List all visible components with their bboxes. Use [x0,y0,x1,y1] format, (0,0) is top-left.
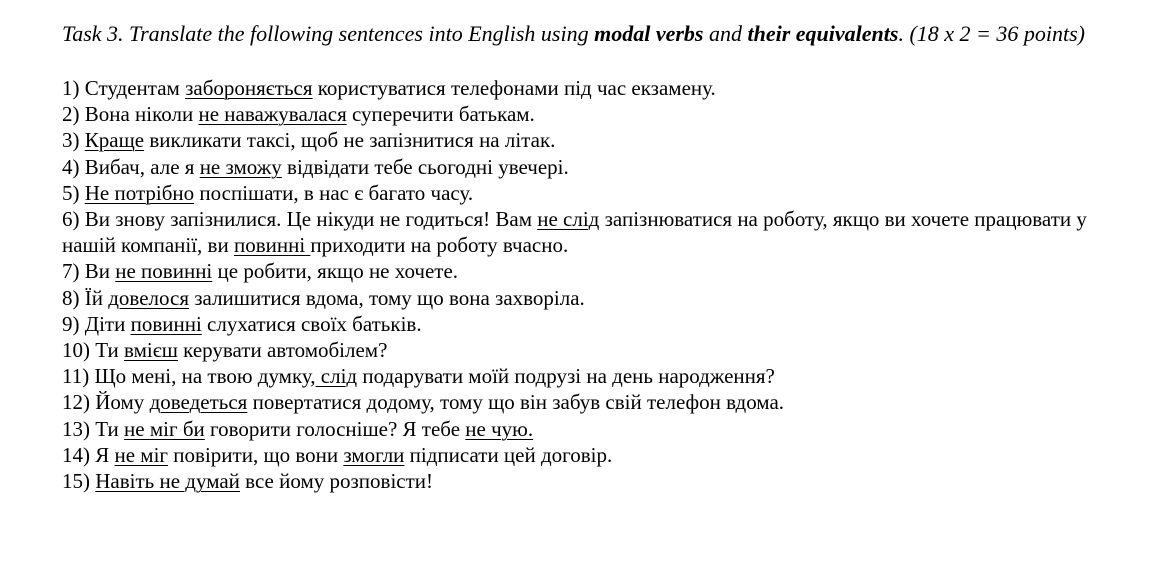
sentence-text: 1) Студентам [62,76,186,100]
underlined-phrase: довелося [108,285,190,310]
sentence-4 [62,154,1132,180]
sentence-text: це робити, якщо не хочете. [212,259,459,284]
sentence-text: 3) [62,128,85,153]
underlined-phrase: Краще [84,128,145,153]
underlined-phrase: Не потрібно [84,180,195,205]
sentence-text: приходити на роботу вчасно. [310,233,569,258]
task-heading [62,20,1124,47]
sentence-10 [62,337,1132,363]
sentence-text: 12) Йому [62,390,150,415]
underlined-phrase: не міг би [124,416,205,441]
sentence-text: 6) Ви знову запізнилися. Це нікуди не годиться! Вам [62,207,538,232]
sentence-text: 9) Діти [62,311,131,336]
sentence-text: повірити, що вони [168,442,344,467]
task-heading-suffix: . (18 x 2 = 36 points) [898,21,1085,46]
task-heading-prefix: Task 3. Translate the following sentences into English using [62,21,595,46]
sentence-list [62,75,1132,494]
underlined-phrase: слід [315,364,358,389]
sentence-text: відвідати тебе сьогодні увечері. [281,154,569,179]
sentence-text: 15) [62,469,96,494]
underlined-phrase: змогли [343,442,405,467]
sentence-7 [62,258,1132,284]
underlined-phrase: не чую. [465,416,534,441]
sentence-text: підписати цей договір. [404,442,613,467]
sentence-text: поспішати, в нас є багато часу. [194,180,474,205]
sentence-8 [62,285,1132,311]
sentence-1 [62,75,1132,101]
sentence-text: 7) Ви [62,259,116,284]
underlined-phrase: не слід [537,207,600,232]
sentence-13 [62,416,1132,442]
task-heading-bold-equivalents: their equivalents [747,21,899,46]
sentence-text: залишитися вдома, тому що вона захворіла. [189,285,585,310]
sentence-12 [62,389,1132,415]
underlined-phrase: повинні [130,311,202,336]
sentence-text: викликати таксі, щоб не запізнитися на літак. [144,128,556,153]
sentence-text: 8) Їй [62,285,109,310]
sentence-2 [62,101,1132,127]
sentence-text: запізнюватися на роботу, якщо ви хочете працювати у нашій компанії, ви [62,207,1087,258]
underlined-phrase: забороняється [185,76,313,100]
underlined-phrase: не міг [114,442,169,467]
sentence-text: все йому розповісти! [239,469,434,494]
task-heading-bold-modal-verbs: modal verbs [594,21,704,46]
underlined-phrase: повинні [233,233,311,258]
sentence-text: повертатися додому, тому що він забув свій телефон вдома. [247,390,785,415]
underlined-phrase: не наважувалася [198,102,347,127]
underlined-phrase: не повинні [115,259,213,284]
sentence-text: подарувати моїй подрузі на день народження? [357,364,775,389]
sentence-text: 13) Ти [62,416,125,441]
underlined-phrase: вмієш [124,338,178,363]
sentence-text: суперечити батькам. [346,102,535,127]
sentence-11 [62,363,1132,389]
underlined-phrase: Навіть не думай [95,469,240,494]
sentence-9 [62,311,1132,337]
sentence-text: говорити голосніше? Я тебе [204,416,466,441]
sentence-5 [62,180,1132,206]
sentence-text: 2) Вона ніколи [62,102,199,127]
task-heading-mid: and [703,21,748,46]
sentence-text: 5) [62,180,85,205]
underlined-phrase: доведеться [149,390,248,415]
sentence-15 [62,468,1132,494]
sentence-text: 10) Ти [62,338,125,363]
sentence-text: 11) Що мені, на твою думку, [62,364,316,389]
sentence-text: 4) Вибач, але я [62,154,200,179]
sentence-text: 14) Я [62,442,115,467]
sentence-6 [62,206,1132,258]
sentence-text: користуватися телефонами під час екзамену. [312,76,716,100]
sentence-text: слухатися своїх батьків. [201,311,422,336]
sentence-14 [62,442,1132,468]
sentence-text: керувати автомобілем? [177,338,388,363]
underlined-phrase: не зможу [199,154,282,179]
sentence-3 [62,127,1132,153]
